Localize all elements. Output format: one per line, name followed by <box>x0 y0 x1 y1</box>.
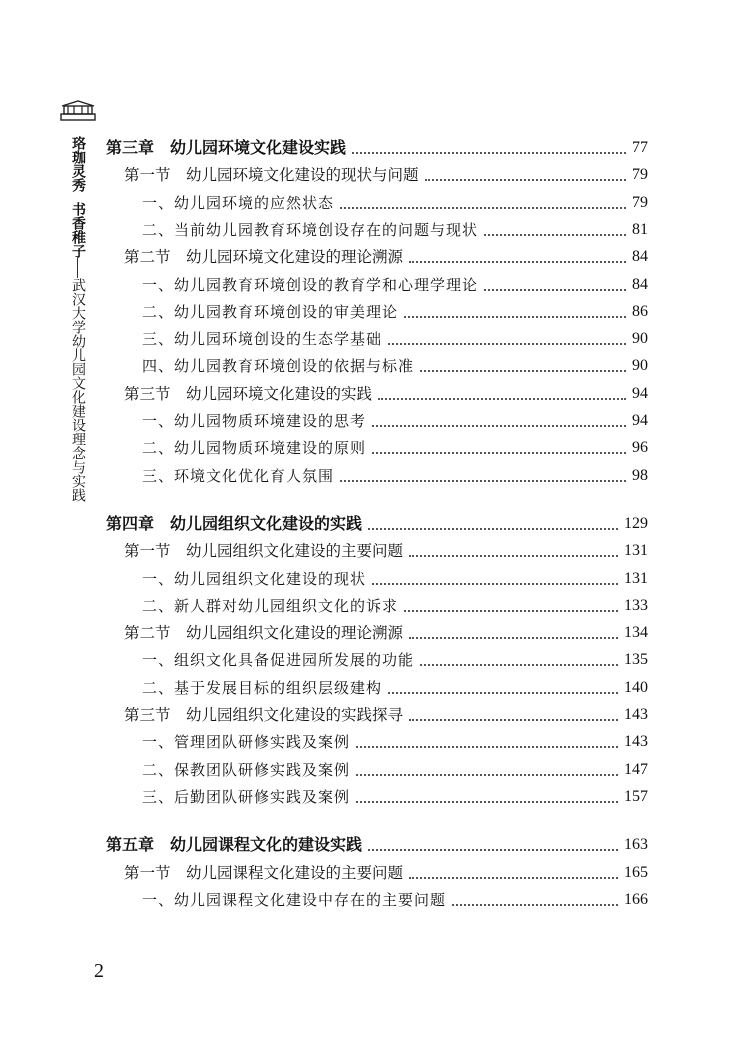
toc-entry-title: 一、幼儿园课程文化建设中存在的主要问题 <box>142 890 447 909</box>
toc-leader-dots <box>425 179 626 181</box>
toc-leader-dots <box>372 425 626 427</box>
toc-entry-title: 一、幼儿园组织文化建设的现状 <box>142 569 367 588</box>
toc-entry-title: 二、新人群对幼儿园组织文化的诉求 <box>142 596 399 615</box>
toc-entry-page: 131 <box>624 542 648 560</box>
toc-entry-page: 129 <box>624 514 648 532</box>
toc-entry-title: 第二节 幼儿园环境文化建设的理论溯源 <box>124 248 404 267</box>
toc-leader-dots <box>352 152 626 154</box>
toc-leader-dots <box>409 877 618 879</box>
toc-entry-page: 140 <box>624 678 648 696</box>
toc-entry-item[interactable] <box>106 405 648 431</box>
toc-entry-title: 第一节 幼儿园课程文化建设的主要问题 <box>124 863 404 882</box>
toc-entry-title: 第四章 幼儿园组织文化建设的实践 <box>106 513 363 533</box>
toc-entry-chapter[interactable] <box>106 829 648 855</box>
toc-entry-page: 166 <box>624 890 648 908</box>
side-title-part-c: 武汉大学幼儿园文化建设理念与实践 <box>70 278 86 502</box>
side-dash <box>77 258 78 278</box>
toc-entry-page: 79 <box>632 193 648 211</box>
toc-entry-item[interactable] <box>106 214 648 240</box>
toc-entry-item[interactable] <box>106 726 648 752</box>
toc-entry-section[interactable] <box>106 535 648 561</box>
toc-entry-page: 98 <box>632 466 648 484</box>
toc-entry-section[interactable] <box>106 617 648 643</box>
toc-leader-dots <box>420 370 626 372</box>
toc-entry-item[interactable] <box>106 754 648 780</box>
toc-leader-dots <box>340 480 626 482</box>
toc-entry-chapter[interactable] <box>106 508 648 534</box>
toc-entry-section[interactable] <box>106 378 648 404</box>
toc-entry-title: 一、组织文化具备促进园所发展的功能 <box>142 651 415 670</box>
toc-entry-item[interactable] <box>106 460 648 486</box>
toc-entry-title: 第五章 幼儿园课程文化的建设实践 <box>106 835 363 855</box>
toc-entry-item[interactable] <box>106 269 648 295</box>
toc-entry-page: 94 <box>632 412 648 429</box>
toc-leader-dots <box>388 343 626 345</box>
toc-entry-title: 二、幼儿园物质环境建设的原则 <box>142 439 367 458</box>
toc-entry-page: 143 <box>624 733 648 751</box>
toc-entry-title: 一、管理团队研修实践及案例 <box>142 733 351 752</box>
toc-entry-item[interactable] <box>106 781 648 807</box>
toc-entry-section[interactable] <box>106 699 648 725</box>
toc-entry-title: 二、幼儿园教育环境创设的审美理论 <box>142 302 399 321</box>
toc-leader-dots <box>356 801 618 803</box>
toc-entry-title: 一、幼儿园物质环境建设的思考 <box>142 412 367 430</box>
toc-entry-page: 79 <box>632 166 648 184</box>
toc-entry-page: 163 <box>624 836 648 854</box>
toc-leader-dots <box>409 719 618 721</box>
toc-entry-page: 86 <box>632 302 648 320</box>
toc-entry-page: 90 <box>632 357 648 375</box>
toc-entry-page: 84 <box>632 248 648 266</box>
toc-entry-title: 第三节 幼儿园组织文化建设的实践探寻 <box>124 706 404 724</box>
toc-entry-item[interactable] <box>106 563 648 589</box>
toc-entry-page: 134 <box>624 624 648 642</box>
toc-entry-page: 143 <box>624 706 648 723</box>
toc-entry-title: 第三章 幼儿园环境文化建设实践 <box>106 138 347 157</box>
toc-entry-page: 135 <box>624 651 648 669</box>
toc-leader-dots <box>484 234 626 236</box>
toc-leader-dots <box>356 746 618 748</box>
side-title-part-a: 珞珈灵秀 <box>70 136 86 192</box>
toc-entry-page: 90 <box>632 330 648 348</box>
toc-leader-dots <box>372 452 626 454</box>
toc-entry-item[interactable] <box>106 187 648 213</box>
toc-leader-dots <box>356 774 618 776</box>
toc-entry-page: 157 <box>624 787 648 805</box>
building-logo-icon <box>60 100 96 122</box>
toc-leader-dots <box>404 610 618 612</box>
toc-leader-dots <box>452 904 618 906</box>
toc-entry-title: 第二节 幼儿园组织文化建设的理论溯源 <box>124 624 404 643</box>
toc-entry-page: 94 <box>632 384 648 402</box>
toc-entry-item[interactable] <box>106 296 648 322</box>
toc-entry-title: 一、幼儿园环境的应然状态 <box>142 193 335 212</box>
toc-entry-title: 二、当前幼儿园教育环境创设存在的问题与现状 <box>142 220 479 239</box>
toc-leader-dots <box>368 528 618 530</box>
toc-leader-dots <box>340 207 626 209</box>
toc-leader-dots <box>409 555 618 557</box>
toc-leader-dots <box>404 316 626 318</box>
toc-entry-page: 131 <box>624 569 648 587</box>
toc-entry-title: 二、基于发展目标的组织层级建构 <box>142 678 383 697</box>
toc-entry-chapter[interactable] <box>106 132 648 158</box>
toc-entry-page: 133 <box>624 596 648 614</box>
toc-entry-page: 77 <box>632 139 648 156</box>
toc-entry-item[interactable] <box>106 323 648 349</box>
toc-entry-item[interactable] <box>106 644 648 670</box>
toc-entry-title: 三、环境文化优化育人氛围 <box>142 466 335 485</box>
toc-entry-title: 三、幼儿园环境创设的生态学基础 <box>142 330 383 349</box>
toc-entry-page: 84 <box>632 275 648 293</box>
toc-leader-dots <box>484 289 626 291</box>
toc-entry-item[interactable] <box>106 884 648 910</box>
toc-leader-dots <box>388 692 618 694</box>
toc-entry-title: 四、幼儿园教育环境创设的依据与标准 <box>142 357 415 376</box>
toc-entry-item[interactable] <box>106 350 648 376</box>
toc-entry-title: 第三节 幼儿园环境文化建设的实践 <box>124 384 373 403</box>
toc-leader-dots <box>372 583 618 585</box>
toc-entry-title: 三、后勤团队研修实践及案例 <box>142 787 351 806</box>
toc-entry-title: 第一节 幼儿园组织文化建设的主要问题 <box>124 542 404 561</box>
toc-leader-dots <box>420 664 618 666</box>
toc-leader-dots <box>368 849 618 851</box>
side-title-part-b: 书香稚子 <box>70 202 86 258</box>
toc-entry-section[interactable] <box>106 857 648 883</box>
toc-entry-title: 二、保教团队研修实践及案例 <box>142 760 351 779</box>
side-running-title <box>56 100 106 502</box>
toc-entry-page: 147 <box>624 760 648 778</box>
toc-entry-page: 96 <box>632 439 648 457</box>
toc-entry-item[interactable] <box>106 590 648 616</box>
page-number: 2 <box>94 960 104 982</box>
toc-entry-section[interactable] <box>106 241 648 267</box>
toc-entry-title: 一、幼儿园教育环境创设的教育学和心理学理论 <box>142 275 479 294</box>
toc-leader-dots <box>409 261 626 263</box>
toc-entry-item[interactable] <box>106 672 648 698</box>
toc-entry-page: 81 <box>632 220 648 238</box>
toc-entry-page: 165 <box>624 863 648 881</box>
toc-entry-section[interactable] <box>106 159 648 185</box>
toc-entry-title: 第一节 幼儿园环境文化建设的现状与问题 <box>124 166 419 185</box>
toc-leader-dots <box>378 398 626 400</box>
toc-leader-dots <box>409 637 618 639</box>
toc-entry-item[interactable] <box>106 432 648 458</box>
